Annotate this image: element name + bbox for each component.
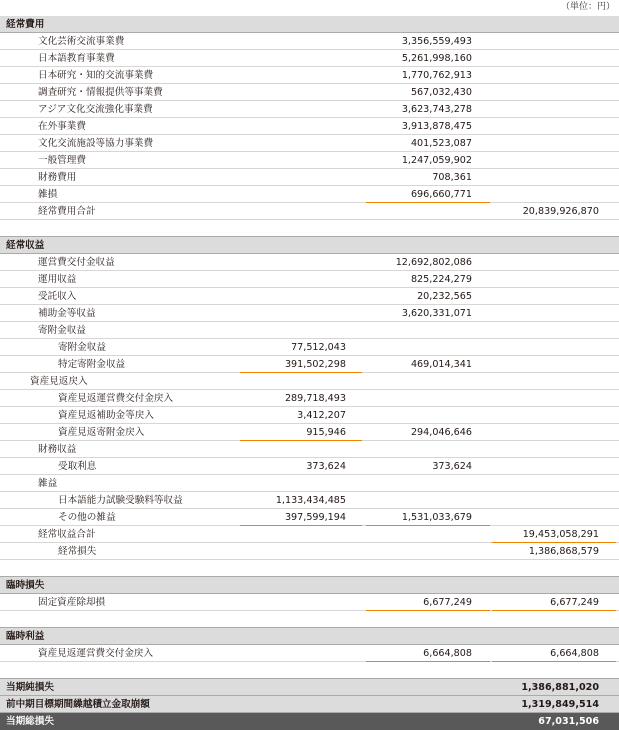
table-row-total	[0, 526, 619, 543]
row-label: 日本研究・知的交流事業費	[38, 70, 154, 81]
amount-cell: 1,386,868,579	[528, 546, 599, 557]
table-row	[0, 271, 619, 288]
amount-cell: 77,512,043	[291, 342, 346, 353]
section-header-extra-profit	[0, 628, 619, 645]
amount-cell: 12,692,802,086	[395, 257, 472, 268]
row-label: 当期総損失	[6, 716, 54, 727]
table-row	[0, 50, 619, 67]
row-label: 財務収益	[38, 444, 77, 455]
amount-cell: 3,913,878,475	[401, 121, 472, 132]
amount-cell: 373,624	[432, 461, 472, 472]
table-row	[0, 152, 619, 169]
table-row-group	[0, 322, 619, 339]
row-label: アジア文化交流強化事業費	[38, 104, 153, 115]
amount-cell: 20,839,926,870	[522, 206, 599, 217]
amount-cell: 397,599,194	[284, 512, 346, 523]
table-row	[0, 458, 619, 475]
amount-cell: 1,770,762,913	[401, 70, 472, 81]
row-label: 経常収益	[6, 240, 45, 251]
row-label: その他の雑益	[58, 512, 116, 523]
row-label: 受取利息	[58, 461, 97, 472]
row-label: 固定資産除却損	[38, 597, 106, 608]
row-label: 雑損	[38, 189, 58, 200]
reserve-reversal-row	[0, 696, 619, 713]
amount-cell: 567,032,430	[410, 87, 472, 98]
row-label: 経常収益合計	[38, 529, 96, 540]
row-label: 臨時損失	[6, 580, 45, 591]
row-label: 資産見返運営費交付金戻入	[58, 393, 174, 404]
row-label: 雑益	[38, 478, 58, 489]
row-label: 資産見返戻入	[30, 376, 88, 387]
amount-cell: 696,660,771	[410, 189, 472, 200]
amount-cell: 3,356,559,493	[401, 36, 472, 47]
row-label: 経常費用合計	[38, 206, 96, 217]
table-row	[0, 118, 619, 135]
amount-cell: 825,224,279	[410, 274, 472, 285]
table-row	[0, 594, 619, 611]
spacer-row	[0, 220, 619, 237]
net-loss-row	[0, 679, 619, 696]
total-loss-row	[0, 713, 619, 730]
spacer-row	[0, 611, 619, 628]
amount-cell: 1,247,059,902	[401, 155, 472, 166]
row-label: 資産見返補助金等戻入	[58, 410, 154, 421]
row-label: 特定寄附金収益	[58, 359, 126, 370]
row-label: 一般管理費	[38, 155, 86, 166]
table-row-group	[0, 441, 619, 458]
row-label: 文化芸術交流事業費	[38, 36, 125, 47]
table-row	[0, 169, 619, 186]
table-row	[0, 390, 619, 407]
table-row	[0, 67, 619, 84]
row-label: 財務費用	[38, 172, 77, 183]
table-row-total	[0, 203, 619, 220]
amount-cell: 6,677,249	[423, 597, 472, 608]
table-row	[0, 186, 619, 203]
table-row-group	[0, 475, 619, 492]
table-row	[0, 135, 619, 152]
amount-cell: 1,319,849,514	[521, 699, 599, 710]
table-row	[0, 492, 619, 509]
table-row-total	[0, 543, 619, 560]
row-label: 調査研究・情報提供等事業費	[38, 87, 163, 98]
unit-note: （単位：円）	[560, 2, 615, 12]
amount-cell: 915,946	[306, 427, 346, 438]
amount-cell: 6,664,808	[423, 648, 472, 659]
section-header-extra-loss	[0, 577, 619, 594]
row-label: 前中期目標期間繰越積立金取崩額	[6, 699, 150, 710]
table-row	[0, 305, 619, 322]
amount-cell: 373,624	[306, 461, 346, 472]
table-row	[0, 339, 619, 356]
section-header-expenses	[0, 16, 619, 33]
table-row	[0, 33, 619, 50]
amount-cell: 20,232,565	[417, 291, 472, 302]
amount-cell: 1,386,881,020	[521, 682, 599, 693]
table-row	[0, 288, 619, 305]
row-label: 寄附金収益	[58, 342, 106, 353]
table-row	[0, 101, 619, 118]
amount-cell: 469,014,341	[410, 359, 472, 370]
row-label: 在外事業費	[38, 121, 86, 132]
amount-cell: 1,133,434,485	[275, 495, 346, 506]
spacer-row	[0, 662, 619, 679]
income-statement-table	[0, 16, 619, 730]
row-label: 当期純損失	[6, 682, 54, 693]
amount-cell: 294,046,646	[410, 427, 472, 438]
table-row	[0, 84, 619, 101]
amount-cell: 3,412,207	[297, 410, 346, 421]
row-label: 臨時利益	[6, 631, 45, 642]
amount-cell: 1,531,033,679	[401, 512, 472, 523]
row-label: 文化交流施設等協力事業費	[38, 138, 154, 149]
row-label: 補助金等収益	[38, 308, 96, 319]
amount-cell: 3,620,331,071	[401, 308, 472, 319]
row-label: 受託収入	[38, 291, 77, 302]
table-row-group	[0, 373, 619, 390]
row-label: 運営費交付金収益	[38, 257, 115, 268]
row-label: 資産見返寄附金戻入	[58, 427, 145, 438]
amount-cell: 3,623,743,278	[401, 104, 472, 115]
row-label: 運用収益	[38, 274, 77, 285]
row-label: 日本語能力試験受験料等収益	[58, 495, 183, 506]
section-header-revenues	[0, 237, 619, 254]
amount-cell: 401,523,087	[410, 138, 472, 149]
amount-cell: 67,031,506	[538, 716, 599, 727]
row-label: 資産見返運営費交付金戻入	[38, 648, 154, 659]
amount-cell: 289,718,493	[284, 393, 346, 404]
table-row	[0, 509, 619, 526]
amount-cell: 391,502,298	[284, 359, 346, 370]
table-row	[0, 424, 619, 441]
amount-cell: 708,361	[432, 172, 472, 183]
row-label: 経常損失	[58, 546, 97, 557]
row-label: 経常費用	[6, 19, 45, 30]
table-row	[0, 645, 619, 662]
amount-cell: 6,664,808	[550, 648, 599, 659]
table-row	[0, 356, 619, 373]
table-row	[0, 254, 619, 271]
row-label: 寄附金収益	[38, 325, 86, 336]
spacer-row	[0, 560, 619, 577]
amount-cell: 6,677,249	[550, 597, 599, 608]
row-label: 日本語教育事業費	[38, 53, 115, 64]
amount-cell: 5,261,998,160	[401, 53, 472, 64]
table-row	[0, 407, 619, 424]
amount-cell: 19,453,058,291	[522, 529, 599, 540]
